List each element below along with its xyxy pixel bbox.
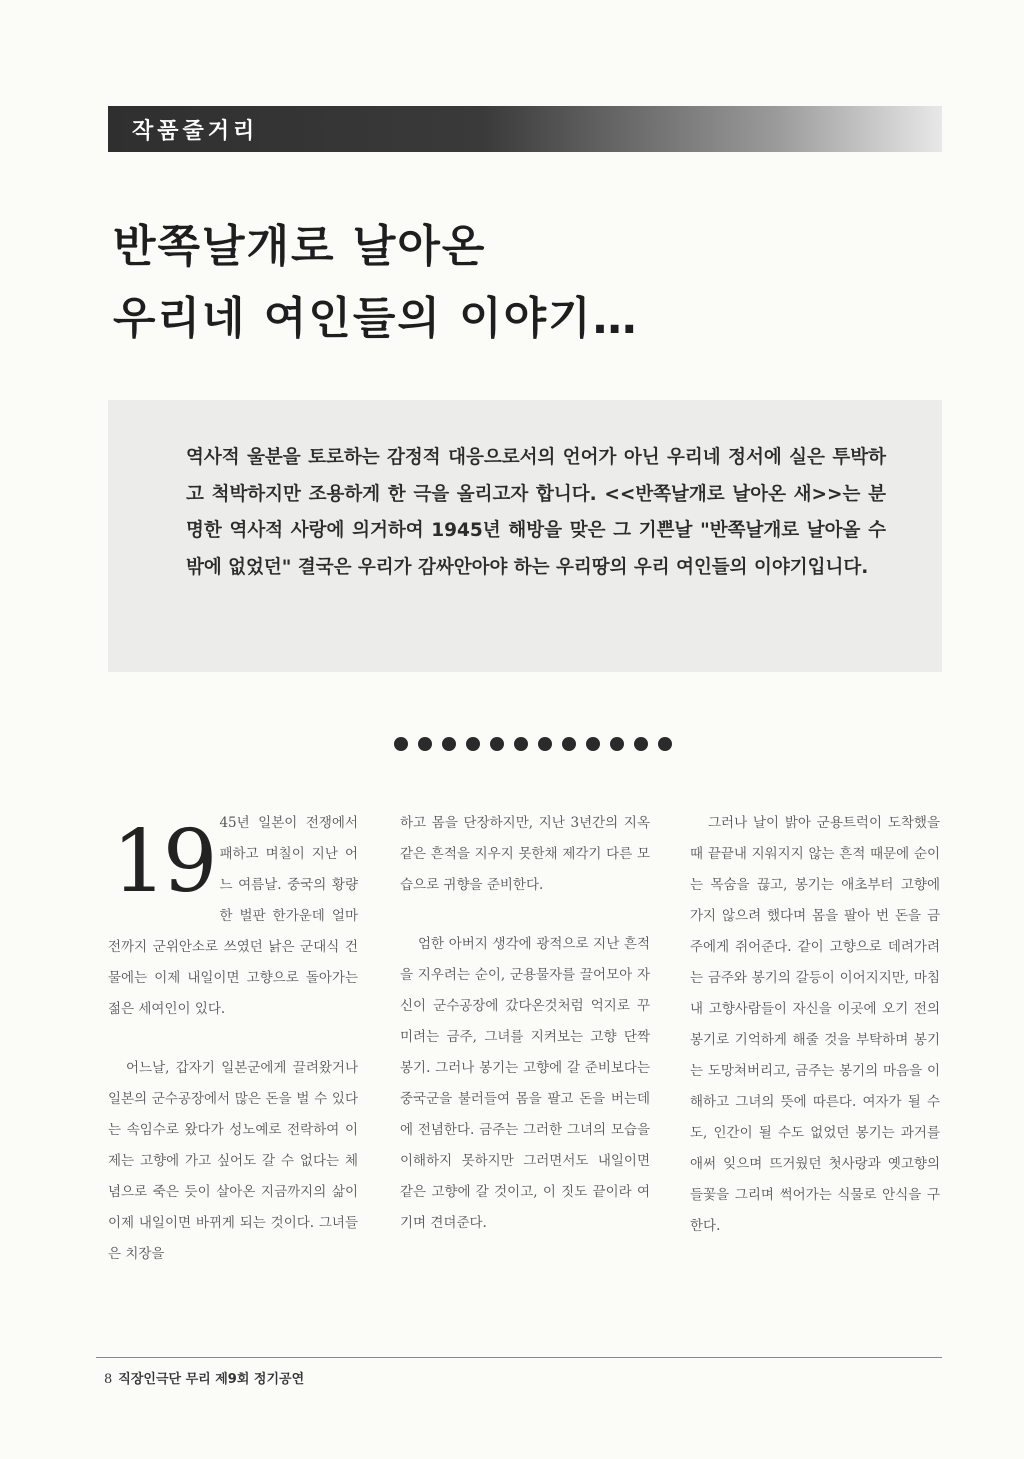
headline-line-1: 반쪽날개로 날아온 (113, 221, 487, 272)
divider-dot (490, 737, 504, 751)
paragraph-text: 45년 일본이 전쟁에서 패하고 며칠이 지난 어느 여름날. 중국의 황량한 벌판 한가운데 얼마전까지 군위안소로 쓰였던 낡은 군대식 건물에는 이제 내일이면 고향으로 돌아가는 젊은 세여인이 있다. (108, 815, 358, 1017)
summary-text: 역사적 울분을 토로하는 감정적 대응으로서의 언어가 아닌 우리네 정서에 실은 투박하고 척박하지만 조용하게 한 극을 올리고자 합니다. <<반쪽날개로 날아온 새>>는 분명한 역사적 사랑에 의거하여 1945년 해방을 맞은 그 기쁜날 "반쪽날개로 날아올 수 밖에 없었던" 결국은 우리가 감싸안아야 하는 우리땅의 우리 여인들의 이야기입니다. (186, 447, 886, 578)
body-column-2 (400, 808, 650, 1267)
section-label: 작품줄거리 (132, 119, 259, 144)
divider-dot (394, 737, 408, 751)
paragraph (108, 808, 358, 1025)
paragraph: 어느날, 갑자기 일본군에게 끌려왔거나 일본의 군수공장에서 많은 돈을 벌 수 있다는 속임수로 왔다가 성노예로 전락하여 이제는 고향에 가고 싶어도 갈 수 없다는 체념으로 죽은 듯이 살아온 지금까지의 삶이 이제 내일이면 바뀌게 되는 것이다. 그녀들은 치장을 (108, 1060, 358, 1262)
footer-rule (96, 1357, 942, 1358)
divider-dot (634, 737, 648, 751)
footer-text: 직장인극단 무리 제9회 정기공연 (118, 1372, 305, 1387)
divider-dot (514, 737, 528, 751)
divider-dot (658, 737, 672, 751)
dot-divider (394, 737, 672, 751)
divider-dot (562, 737, 576, 751)
paragraph: 하고 몸을 단장하지만, 지난 3년간의 지옥같은 흔적을 지우지 못한채 제각기 다른 모습으로 귀향을 준비한다. (400, 815, 650, 893)
paragraph: 엄한 아버지 생각에 광적으로 지난 흔적을 지우려는 순이, 군용물자를 끌어모아 자신이 군수공장에 갔다온것처럼 억지로 꾸미려는 금주, 그녀를 지켜보는 고향 단짝 봉기. 그러나 봉기는 고향에 갈 준비보다는 중국군을 불러들여 몸을 팔고 돈을 버는데에 전념한다. 금주는 그러한 그녀의 모습을 이해하지 못하지만 그러면서도 내일이면 같은 고향에 갈 것이고, 이 짓도 끝이라 여기며 견뎌준다. (400, 936, 650, 1231)
headline-line-2: 우리네 여인들의 이야기… (113, 293, 639, 344)
paragraph: 그러나 날이 밝아 군용트럭이 도착했을 때 끝끝내 지워지지 않는 흔적 때문에 순이는 목숨을 끊고, 봉기는 애초부터 고향에 가지 않으려 했다며 몸을 팔아 번 돈을 금주에게 쥐어준다. 같이 고향으로 데려가려는 금주와 봉기의 갈등이 이어지지만, 마침내 고향사람들이 자신을 이곳에 오기 전의 봉기로 기억하게 해줄 것을 부탁하며 봉기는 도망쳐버리고, 금주는 봉기의 마음을 이해하고 그녀의 뜻에 따른다. 여자가 될 수도, 인간이 될 수도 없었던 봉기는 과거를 애써 잊으며 뜨거웠던 첫사랑과 옛고향의 들꽃을 그리며 썩어가는 식물로 안식을 구한다. (690, 815, 940, 1234)
page-number: 8 (104, 1372, 113, 1387)
divider-dot (586, 737, 600, 751)
divider-dot (610, 737, 624, 751)
divider-dot (418, 737, 432, 751)
divider-dot (538, 737, 552, 751)
divider-dot (442, 737, 456, 751)
body-column-3 (690, 808, 940, 1270)
drop-cap: 19 (112, 812, 214, 912)
divider-dot (466, 737, 480, 751)
body-column-1 (108, 808, 358, 1298)
footer (104, 1368, 304, 1387)
summary-box (108, 400, 942, 672)
section-header-bar (108, 106, 942, 152)
